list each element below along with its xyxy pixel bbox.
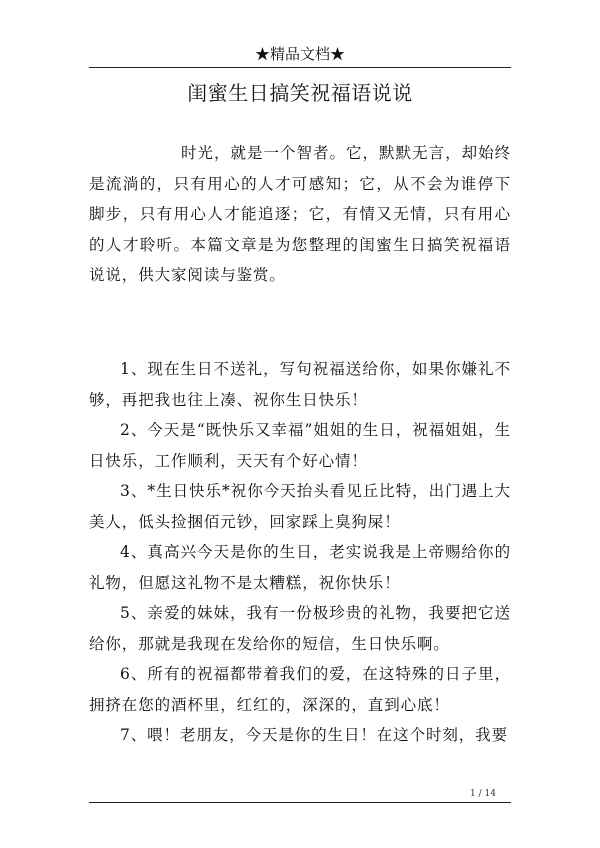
wish-list [89,354,511,751]
intro-paragraph: 时光，就是一个智者。它，默默无言，却始终是流淌的，只有用心的人才可感知；它，从不会为谁停下脚步，只有用心人才能追逐；它，有情又无情，只有用心的人才聆听。本篇文章是为您整理的闺蜜生日搞笑祝福语说说，供大家阅读与鉴赏。 [89,144,511,284]
wish-item: 3、*生日快乐*祝你今天抬头看见丘比特，出门遇上大美人，低头捡捆佰元钞，回家踩上臭狗屎！ [89,482,511,531]
wish-item: 7、喂！老朋友，今天是你的生日！在这个时刻，我要 [120,726,508,744]
header-mark: ★精品文档★ [254,45,345,63]
wish-item: 5、亲爱的妹妹，我有一份极珍贵的礼物，我要把它送给你，那就是我现在发给你的短信，生日快乐啊。 [89,604,511,653]
wish-item: 1、现在生日不送礼，写句祝福送给你，如果你嫌礼不够，再把我也往上凑、祝你生日快乐！ [89,360,511,409]
wish-item: 4、真高兴今天是你的生日，老实说我是上帝赐给你的礼物，但愿这礼物不是太糟糕，祝你快乐！ [89,543,511,592]
wish-item: 2、今天是“既快乐又幸福”姐姐的生日，祝福姐姐，生日快乐，工作顺利，天天有个好心情！ [89,421,511,470]
page-number: 1 / 14 [470,789,496,799]
footer-divider [89,802,511,803]
wish-item: 6、所有的祝福都带着我们的爱，在这特殊的日子里，拥挤在您的酒杯里，红红的，深深的，直到心底！ [89,665,511,714]
document-title: 闺蜜生日搞笑祝福语说说 [187,81,413,105]
header-divider [89,67,511,68]
